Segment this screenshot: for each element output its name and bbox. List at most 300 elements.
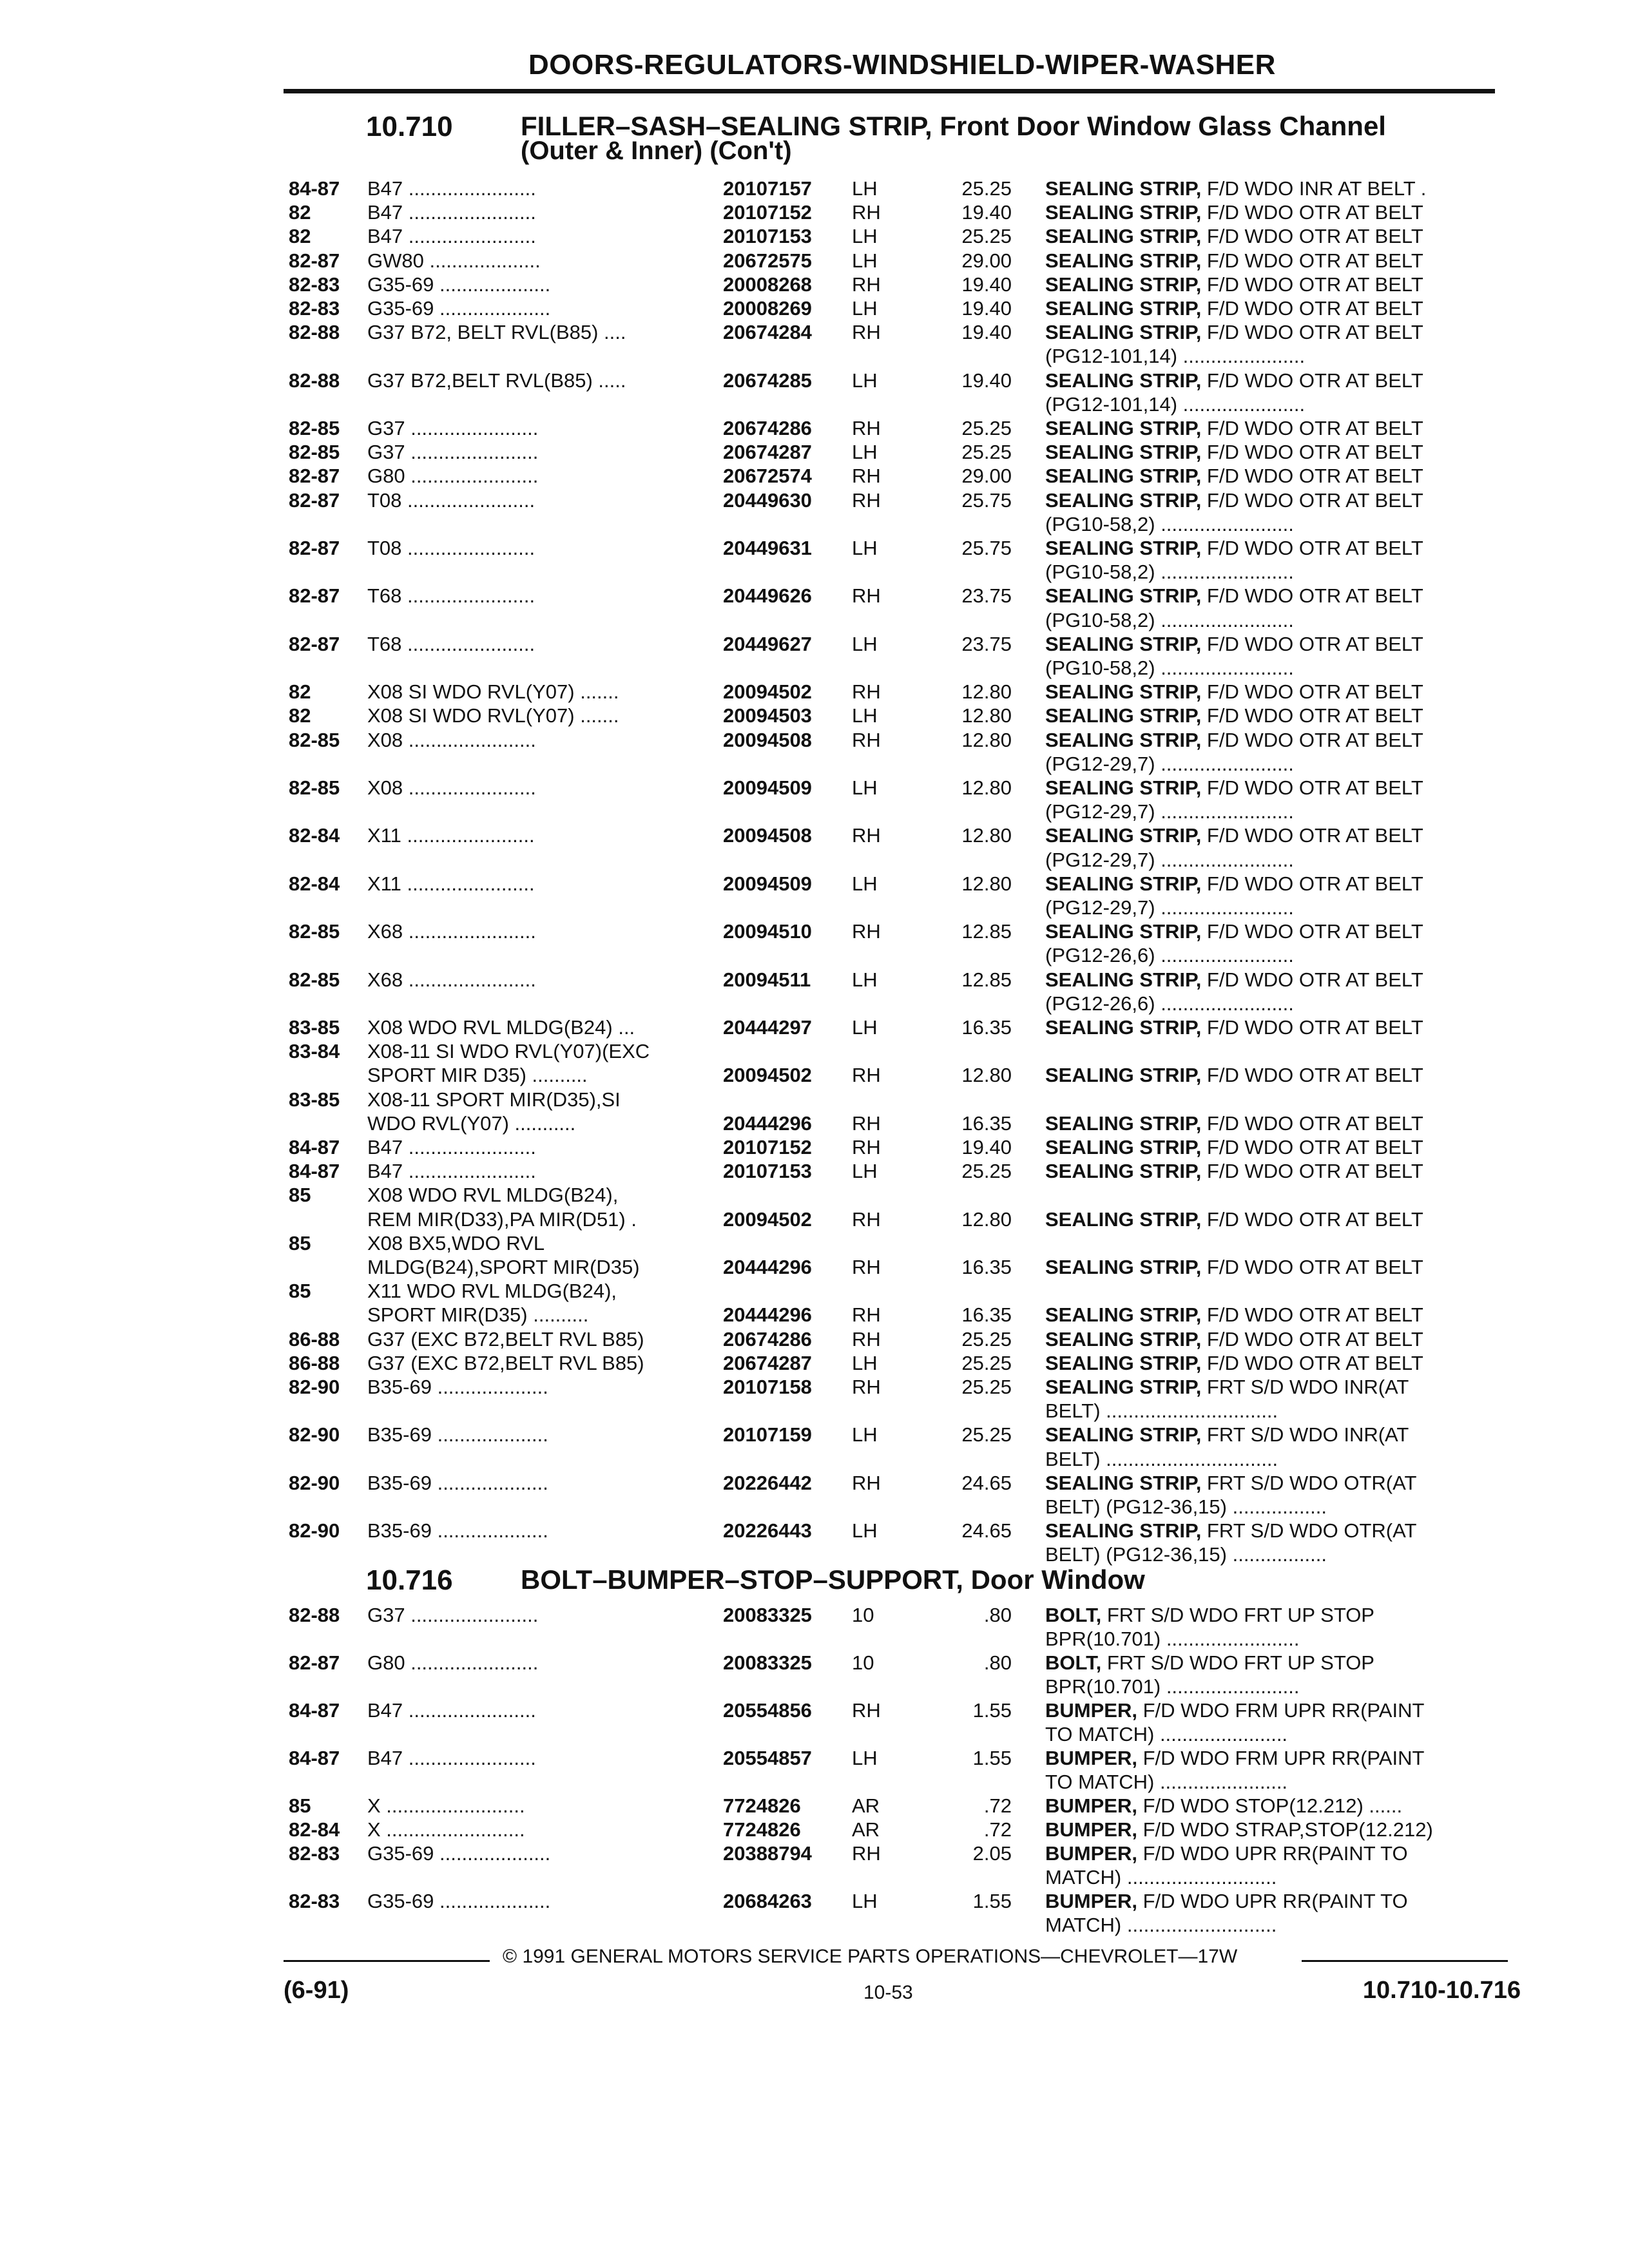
part-detail: (PG10-58,2) ........................ <box>1045 608 1294 631</box>
model-code: B35-69 .................... <box>367 1471 548 1494</box>
part-description <box>1045 488 1423 512</box>
part-name: SEALING STRIP, <box>1045 273 1202 296</box>
part-number: 20444296 <box>723 1256 812 1278</box>
part-name: SEALING STRIP, <box>1045 584 1202 608</box>
price: 16.35 <box>961 1111 1012 1135</box>
model-year: 85 <box>289 1280 311 1303</box>
part-description <box>1045 416 1423 440</box>
model-code: G37 B72,BELT RVL(B85) ..... <box>367 369 626 392</box>
side: RH <box>852 920 881 943</box>
price: 25.25 <box>961 225 1012 248</box>
side: RH <box>852 1303 881 1327</box>
part-number: 20094502 <box>723 1064 812 1087</box>
model-year: 82-85 <box>289 968 340 991</box>
part-name: SEALING STRIP, <box>1045 1207 1202 1231</box>
part-description <box>1045 1063 1423 1087</box>
model-code: REM MIR(D33),PA MIR(D51) . <box>367 1207 637 1231</box>
part-description <box>1045 1698 1424 1722</box>
section-number: 10.710 <box>366 111 453 142</box>
part-name: BOLT, <box>1045 1651 1102 1674</box>
price: 25.75 <box>961 488 1012 512</box>
part-name: SEALING STRIP, <box>1045 321 1202 344</box>
part-name: SEALING STRIP, <box>1045 968 1202 991</box>
part-number: 20094509 <box>723 872 812 895</box>
part-name: SEALING STRIP, <box>1045 1376 1202 1398</box>
part-detail: (PG10-58,2) ........................ <box>1045 657 1294 679</box>
part-number: 20554857 <box>723 1747 812 1769</box>
side: RH <box>852 1207 881 1231</box>
part-name: BUMPER, <box>1045 1842 1137 1865</box>
part-detail: F/D WDO UPR RR(PAINT TO <box>1137 1842 1408 1865</box>
part-name: SEALING STRIP, <box>1045 920 1202 943</box>
side: LH <box>852 776 878 799</box>
part-description <box>1045 273 1423 296</box>
side: LH <box>852 177 878 200</box>
part-number: 20449627 <box>723 632 812 655</box>
model-year: 82 <box>289 225 311 248</box>
model-year: 82 <box>289 680 311 704</box>
part-detail: F/D WDO INR AT BELT . <box>1201 177 1427 200</box>
price: 16.35 <box>961 1256 1012 1278</box>
model-year: 82-88 <box>289 1604 340 1626</box>
model-code: G37 B72, BELT RVL(B85) .... <box>367 321 626 344</box>
part-description <box>1045 968 1423 992</box>
model-year: 82-84 <box>289 1818 340 1841</box>
part-description <box>1045 1447 1278 1471</box>
side: LH <box>852 968 878 991</box>
part-description <box>1045 943 1294 967</box>
part-description <box>1045 1471 1416 1495</box>
side: RH <box>852 488 881 512</box>
part-name: SEALING STRIP, <box>1045 537 1202 559</box>
side: RH <box>852 1842 881 1865</box>
revision-date: (6-91) <box>284 1977 349 2004</box>
part-number: 20107153 <box>723 1160 812 1183</box>
model-code: GW80 .................... <box>367 249 541 272</box>
part-description <box>1045 1303 1423 1327</box>
page-footer <box>284 1946 1521 2017</box>
part-detail: (PG12-29,7) ........................ <box>1045 896 1294 919</box>
side: 10 <box>852 1651 874 1674</box>
price: 19.40 <box>961 201 1012 224</box>
model-code: B35-69 .................... <box>367 1423 548 1446</box>
section-title: FILLER–SASH–SEALING STRIP, Front Door Window Glass Channel <box>521 111 1386 141</box>
part-name: SEALING STRIP, <box>1045 201 1202 224</box>
part-description <box>1045 249 1423 273</box>
part-name: BUMPER, <box>1045 1699 1137 1722</box>
model-code: T68 ....................... <box>367 632 535 655</box>
part-number: 20107158 <box>723 1376 812 1398</box>
part-number: 20672574 <box>723 465 812 488</box>
side: RH <box>852 465 881 488</box>
part-description <box>1045 560 1294 584</box>
part-description <box>1045 800 1294 823</box>
part-detail: F/D WDO STOP(12.212) ...... <box>1137 1794 1403 1817</box>
part-detail: F/D WDO OTR AT BELT <box>1201 872 1423 895</box>
part-name: SEALING STRIP, <box>1045 776 1202 799</box>
part-detail: (PG12-101,14) ...................... <box>1045 345 1306 368</box>
model-code: X08 ....................... <box>367 776 536 799</box>
side: RH <box>852 321 881 344</box>
part-name: BOLT, <box>1045 1604 1102 1626</box>
part-description <box>1045 200 1423 224</box>
part-name: SEALING STRIP, <box>1045 417 1202 439</box>
part-number: 20226443 <box>723 1519 812 1542</box>
part-description <box>1045 177 1426 200</box>
part-number: 20083325 <box>723 1604 812 1626</box>
part-detail: FRT S/D WDO FRT UP STOP <box>1101 1651 1374 1674</box>
part-name: SEALING STRIP, <box>1045 1519 1202 1542</box>
part-detail: F/D WDO OTR AT BELT <box>1201 537 1423 559</box>
part-description <box>1045 728 1423 752</box>
part-description <box>1045 1159 1423 1183</box>
model-code: X08 WDO RVL MLDG(B24), <box>367 1184 619 1207</box>
part-detail: F/D WDO OTR AT BELT <box>1201 1351 1423 1374</box>
page-header <box>284 37 1521 102</box>
part-detail: TO MATCH) ....................... <box>1045 1723 1288 1745</box>
part-description <box>1045 392 1305 416</box>
model-year: 82-87 <box>289 632 340 655</box>
part-detail: F/D WDO OTR AT BELT <box>1201 465 1423 488</box>
part-description <box>1045 896 1294 919</box>
price: 25.25 <box>961 1351 1012 1374</box>
price: 2.05 <box>972 1842 1012 1865</box>
part-number: 20674286 <box>723 417 812 439</box>
side: LH <box>852 297 878 320</box>
part-name: SEALING STRIP, <box>1045 1016 1202 1039</box>
part-description <box>1045 776 1423 800</box>
part-number: 20083325 <box>723 1651 812 1674</box>
model-code: B47 ....................... <box>367 1160 536 1183</box>
side: AR <box>852 1818 880 1841</box>
price: 23.75 <box>961 632 1012 655</box>
model-year: 86-88 <box>289 1351 340 1374</box>
part-number: 20094511 <box>723 968 811 991</box>
side: LH <box>852 1016 878 1039</box>
part-detail: F/D WDO STRAP,STOP(12.212) <box>1137 1818 1433 1841</box>
model-year: 84-87 <box>289 1747 340 1769</box>
model-year: 82-90 <box>289 1471 340 1494</box>
model-code: X08 WDO RVL MLDG(B24) ... <box>367 1016 635 1039</box>
side: LH <box>852 537 878 559</box>
model-year: 83-85 <box>289 1016 340 1039</box>
part-name: SEALING STRIP, <box>1045 824 1202 847</box>
part-number: 20444296 <box>723 1303 812 1327</box>
footer-rule-right <box>1302 1960 1508 1962</box>
part-detail: F/D WDO OTR AT BELT <box>1201 1016 1423 1039</box>
model-code: SPORT MIR(D35) .......... <box>367 1303 589 1327</box>
part-detail: F/D WDO OTR AT BELT <box>1201 920 1423 943</box>
section-number: 10.716 <box>366 1564 453 1596</box>
model-year: 82-87 <box>289 537 340 559</box>
model-code: T68 ....................... <box>367 584 535 608</box>
side: RH <box>852 273 881 296</box>
part-description <box>1045 1651 1374 1675</box>
model-code: B35-69 .................... <box>367 1376 548 1398</box>
part-detail: F/D WDO OTR AT BELT <box>1201 321 1423 344</box>
part-description <box>1045 1889 1408 1913</box>
price: 19.40 <box>961 321 1012 344</box>
price: 12.80 <box>961 1064 1012 1087</box>
side: LH <box>852 441 878 464</box>
part-number: 20672575 <box>723 249 812 272</box>
model-year: 82-83 <box>289 273 340 296</box>
part-detail: MATCH) ........................... <box>1045 1866 1277 1888</box>
model-year: 84-87 <box>289 1136 340 1158</box>
part-detail: BELT) ............................... <box>1045 1447 1278 1470</box>
price: 12.80 <box>961 1207 1012 1231</box>
part-detail: F/D WDO OTR AT BELT <box>1201 297 1423 320</box>
side: RH <box>852 417 881 439</box>
model-code: X08 ....................... <box>367 728 536 751</box>
side: LH <box>852 369 878 392</box>
price: 16.35 <box>961 1303 1012 1327</box>
part-name: SEALING STRIP, <box>1045 680 1202 704</box>
model-code: G37 ....................... <box>367 417 539 439</box>
model-code: X08 SI WDO RVL(Y07) ....... <box>367 680 619 704</box>
part-detail: F/D WDO OTR AT BELT <box>1201 728 1423 751</box>
side: 10 <box>852 1604 874 1626</box>
part-description <box>1045 1207 1423 1231</box>
model-year: 83-85 <box>289 1088 340 1111</box>
price: 25.25 <box>961 417 1012 439</box>
part-detail: FRT S/D WDO FRT UP STOP <box>1101 1604 1374 1626</box>
model-year: 82-85 <box>289 920 340 943</box>
part-number: 20674287 <box>723 1351 812 1374</box>
model-year: 82-84 <box>289 872 340 895</box>
section-title: BOLT–BUMPER–STOP–SUPPORT, Door Window <box>521 1564 1145 1595</box>
part-detail: F/D WDO OTR AT BELT <box>1201 1303 1423 1327</box>
part-detail: (PG12-29,7) ........................ <box>1045 848 1294 871</box>
page-number: 10-53 <box>863 1982 913 2003</box>
part-name: SEALING STRIP, <box>1045 728 1202 751</box>
price: 25.25 <box>961 1327 1012 1350</box>
part-description <box>1045 1746 1424 1770</box>
part-name: SEALING STRIP, <box>1045 1327 1202 1350</box>
price: 12.80 <box>961 728 1012 751</box>
part-number: 20444296 <box>723 1111 812 1135</box>
price: 12.80 <box>961 680 1012 704</box>
part-description <box>1045 1015 1423 1039</box>
price: 12.80 <box>961 872 1012 895</box>
part-description <box>1045 1399 1278 1423</box>
model-year: 82-85 <box>289 441 340 464</box>
part-number: 20449630 <box>723 488 812 512</box>
part-description <box>1045 224 1423 248</box>
part-detail: F/D WDO OTR AT BELT <box>1201 680 1423 704</box>
model-year: 82-83 <box>289 297 340 320</box>
part-detail: (PG12-26,6) ........................ <box>1045 944 1294 967</box>
model-code: X11 WDO RVL MLDG(B24), <box>367 1280 617 1303</box>
model-code: G37 ....................... <box>367 441 539 464</box>
part-description <box>1045 704 1423 727</box>
model-code: G35-69 .................... <box>367 1842 551 1865</box>
price: .72 <box>983 1794 1012 1817</box>
part-detail: F/D WDO OTR AT BELT <box>1201 441 1423 464</box>
part-name: BUMPER, <box>1045 1890 1137 1912</box>
part-number: 20388794 <box>723 1842 812 1865</box>
copyright-notice: © 1991 GENERAL MOTORS SERVICE PARTS OPERATIONS—CHEVROLET—17W <box>503 1946 1238 1967</box>
model-year: 83-84 <box>289 1040 340 1063</box>
model-code: WDO RVL(Y07) ........... <box>367 1111 576 1135</box>
part-name: SEALING STRIP, <box>1045 1423 1202 1446</box>
model-code: G80 ....................... <box>367 1651 539 1674</box>
model-code: G37 ....................... <box>367 1604 539 1626</box>
side: LH <box>852 1423 878 1446</box>
part-detail: FRT S/D WDO INR(AT <box>1201 1423 1409 1446</box>
part-name: SEALING STRIP, <box>1045 369 1202 392</box>
price: .72 <box>983 1818 1012 1841</box>
model-code: X08 SI WDO RVL(Y07) ....... <box>367 704 619 727</box>
part-detail: F/D WDO OTR AT BELT <box>1201 632 1423 655</box>
side: LH <box>852 704 878 727</box>
part-description <box>1045 1327 1423 1351</box>
part-detail: F/D WDO OTR AT BELT <box>1201 201 1423 224</box>
part-description <box>1045 848 1294 872</box>
part-name: SEALING STRIP, <box>1045 1351 1202 1374</box>
part-description <box>1045 1423 1409 1446</box>
part-detail: F/D WDO OTR AT BELT <box>1201 225 1423 248</box>
price: 29.00 <box>961 465 1012 488</box>
price: 25.25 <box>961 441 1012 464</box>
section-range: 10.710-10.716 <box>1362 1977 1521 2004</box>
part-description <box>1045 632 1423 656</box>
part-detail: MATCH) ........................... <box>1045 1914 1277 1936</box>
model-year: 82 <box>289 201 311 224</box>
model-year: 82-87 <box>289 488 340 512</box>
model-code: X11 ....................... <box>367 872 535 895</box>
part-number: 20449631 <box>723 537 812 559</box>
side: AR <box>852 1794 880 1817</box>
part-number: 20094510 <box>723 920 812 943</box>
part-description <box>1045 919 1423 943</box>
part-description <box>1045 823 1423 847</box>
part-name: SEALING STRIP, <box>1045 297 1202 320</box>
part-number: 20008269 <box>723 297 812 320</box>
model-year: 82-85 <box>289 728 340 751</box>
part-number: 20107159 <box>723 1423 812 1446</box>
model-code: G80 ....................... <box>367 465 539 488</box>
model-code: X68 ....................... <box>367 920 536 943</box>
model-year: 84-87 <box>289 1699 340 1722</box>
page-title: DOORS-REGULATORS-WINDSHIELD-WIPER-WASHER <box>528 49 1276 81</box>
side: LH <box>852 249 878 272</box>
model-year: 82-90 <box>289 1376 340 1398</box>
side: LH <box>852 1519 878 1542</box>
part-name: SEALING STRIP, <box>1045 1111 1202 1135</box>
side: LH <box>852 225 878 248</box>
model-code: G37 (EXC B72,BELT RVL B85) <box>367 1327 644 1350</box>
part-name: BUMPER, <box>1045 1747 1137 1769</box>
part-description <box>1045 656 1294 680</box>
part-description <box>1045 1770 1287 1794</box>
model-year: 82-87 <box>289 584 340 608</box>
part-number: 20554856 <box>723 1699 812 1722</box>
side: RH <box>852 1471 881 1494</box>
price: 16.35 <box>961 1016 1012 1039</box>
part-number: 20226442 <box>723 1471 812 1494</box>
part-name: SEALING STRIP, <box>1045 249 1202 272</box>
price: 25.25 <box>961 1160 1012 1183</box>
side: RH <box>852 1699 881 1722</box>
side: RH <box>852 584 881 608</box>
side: LH <box>852 1160 878 1183</box>
model-code: T08 ....................... <box>367 537 535 559</box>
part-detail: F/D WDO OTR AT BELT <box>1201 273 1423 296</box>
price: 25.25 <box>961 1376 1012 1398</box>
part-number: 20674284 <box>723 321 812 344</box>
price: 12.80 <box>961 824 1012 847</box>
part-name: SEALING STRIP, <box>1045 1256 1202 1278</box>
model-year: 82-85 <box>289 417 340 439</box>
part-description <box>1045 872 1423 896</box>
model-code: B47 ....................... <box>367 225 536 248</box>
side: LH <box>852 1890 878 1912</box>
model-code: B47 ....................... <box>367 1136 536 1158</box>
model-code: MLDG(B24),SPORT MIR(D35) <box>367 1256 640 1278</box>
part-detail: BPR(10.701) ........................ <box>1045 1675 1300 1698</box>
part-description <box>1045 1722 1287 1746</box>
price: 25.75 <box>961 537 1012 559</box>
model-code: SPORT MIR D35) .......... <box>367 1064 588 1087</box>
part-name: SEALING STRIP, <box>1045 177 1202 200</box>
part-detail: F/D WDO OTR AT BELT <box>1201 1256 1423 1278</box>
part-description <box>1045 1675 1300 1698</box>
model-code: X08 BX5,WDO RVL <box>367 1231 545 1254</box>
part-name: SEALING STRIP, <box>1045 1303 1202 1327</box>
model-year: 85 <box>289 1184 311 1207</box>
part-detail: F/D WDO OTR AT BELT <box>1201 968 1423 991</box>
part-name: SEALING STRIP, <box>1045 465 1202 488</box>
part-detail: F/D WDO OTR AT BELT <box>1201 1160 1423 1183</box>
model-year: 85 <box>289 1231 311 1254</box>
model-code: X08-11 SI WDO RVL(Y07)(EXC <box>367 1040 650 1063</box>
part-description <box>1045 1603 1374 1627</box>
part-detail: (PG12-29,7) ........................ <box>1045 800 1294 823</box>
price: 12.85 <box>961 920 1012 943</box>
part-description <box>1045 440 1423 464</box>
part-number: 7724826 <box>723 1818 801 1841</box>
part-detail: TO MATCH) ....................... <box>1045 1771 1288 1793</box>
part-description <box>1045 1375 1409 1399</box>
part-detail: F/D WDO OTR AT BELT <box>1201 1064 1423 1087</box>
part-description <box>1045 1794 1402 1818</box>
part-description <box>1045 1519 1416 1542</box>
part-name: SEALING STRIP, <box>1045 632 1202 655</box>
part-number: 20684263 <box>723 1890 812 1912</box>
part-description <box>1045 1542 1327 1566</box>
part-detail: F/D WDO OTR AT BELT <box>1201 824 1423 847</box>
part-detail: F/D WDO OTR AT BELT <box>1201 488 1423 512</box>
side: RH <box>852 1111 881 1135</box>
model-code: T08 ....................... <box>367 488 535 512</box>
price: 25.25 <box>961 177 1012 200</box>
model-year: 82-84 <box>289 824 340 847</box>
part-description <box>1045 992 1294 1015</box>
model-code: B47 ....................... <box>367 1699 536 1722</box>
part-number: 20674286 <box>723 1327 812 1350</box>
part-number: 20094509 <box>723 776 812 799</box>
part-detail: FRT S/D WDO OTR(AT <box>1201 1519 1417 1542</box>
model-code: B35-69 .................... <box>367 1519 548 1542</box>
part-detail: (PG12-29,7) ........................ <box>1045 752 1294 775</box>
price: 1.55 <box>972 1890 1012 1912</box>
part-description <box>1045 464 1423 488</box>
part-number: 20094508 <box>723 728 812 751</box>
part-detail: (PG10-58,2) ........................ <box>1045 512 1294 535</box>
section-continuation: (Outer & Inner) (Con't) <box>521 137 792 165</box>
model-year: 86-88 <box>289 1327 340 1350</box>
